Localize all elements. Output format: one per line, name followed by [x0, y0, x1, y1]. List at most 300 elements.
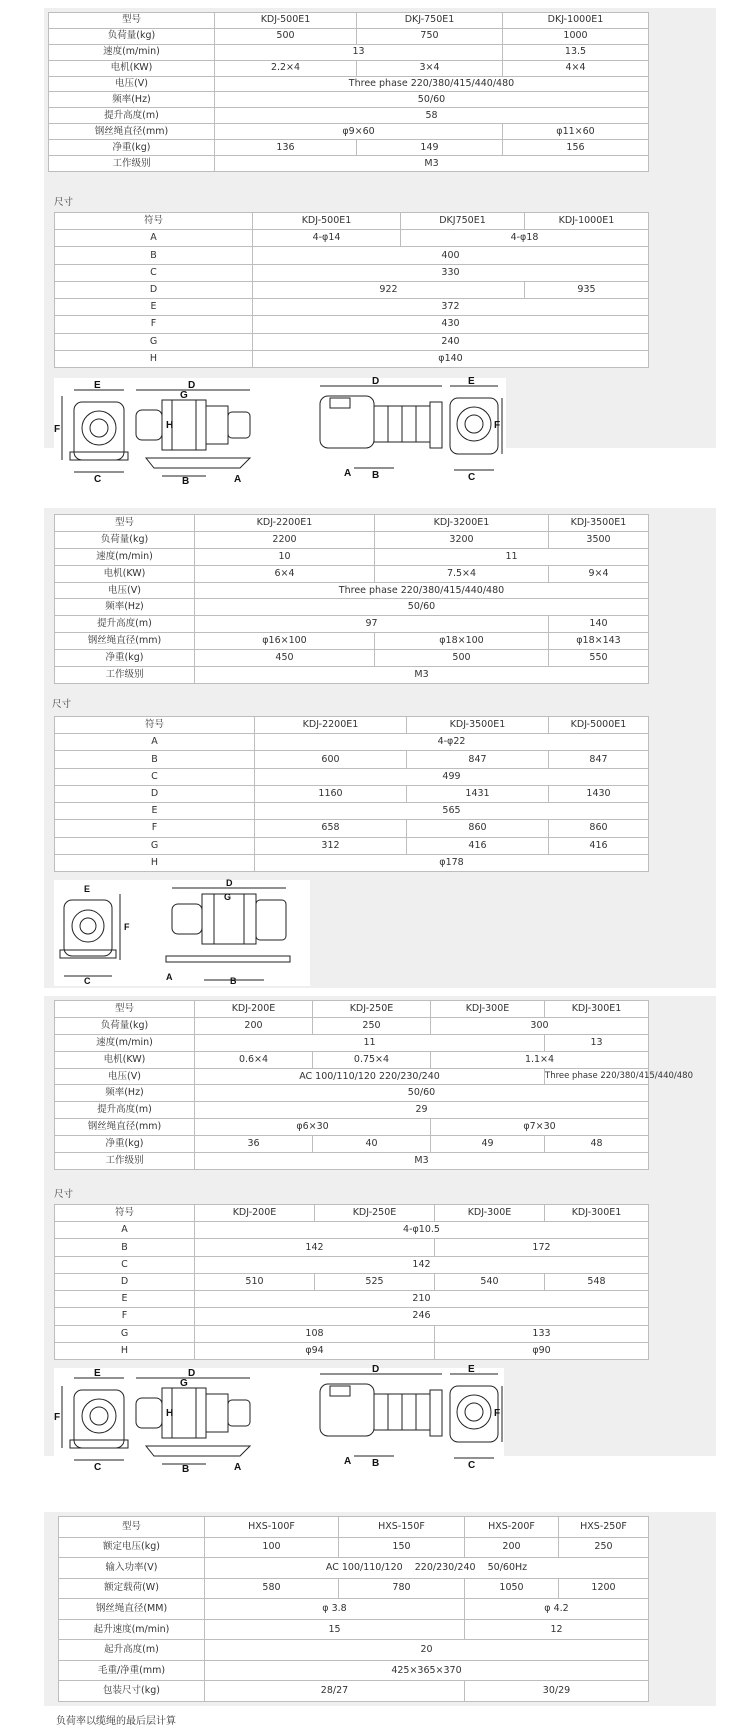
model-header: KDJ-500E1	[253, 213, 401, 230]
model-header: KDJ-5000E1	[549, 717, 649, 734]
spec-table-1	[48, 12, 649, 172]
cell: φ16×100	[195, 633, 375, 650]
model-header: KDJ-250E	[313, 1001, 431, 1018]
cell: 2200	[195, 531, 375, 548]
table-row	[55, 247, 649, 264]
dim-label-b: B	[230, 976, 237, 986]
table-row	[55, 820, 649, 837]
cell: 450	[195, 650, 375, 667]
cell: 780	[339, 1578, 465, 1599]
cell: 10	[195, 548, 375, 565]
table-row	[55, 548, 649, 565]
row-label: 净重(kg)	[55, 650, 195, 667]
model-header: KDJ-300E	[431, 1001, 545, 1018]
cell: 4-φ10.5	[195, 1222, 649, 1239]
header-label: 符号	[55, 1205, 195, 1222]
table-row	[55, 299, 649, 316]
cell: 40	[313, 1136, 431, 1153]
table-row	[59, 1619, 649, 1640]
table-row	[55, 1256, 649, 1273]
dim-label-d: D	[372, 376, 380, 387]
table-row	[55, 531, 649, 548]
cell: Three phase 220/380/415/440/480	[195, 582, 649, 599]
cell: φ6×30	[195, 1119, 431, 1136]
table-row	[55, 1153, 649, 1170]
cell: 250	[313, 1017, 431, 1034]
table-row	[55, 616, 649, 633]
cell: AC 100/110/120 220/230/240 50/60Hz	[205, 1558, 649, 1579]
table-row	[49, 108, 649, 124]
table-row	[59, 1660, 649, 1681]
table-row	[55, 1119, 649, 1136]
dim-label-f: F	[494, 420, 501, 431]
winch-drawing-3	[54, 1364, 504, 1475]
cell: 300	[431, 1017, 649, 1034]
table-row	[55, 1342, 649, 1359]
dim-label-g: G	[180, 1378, 188, 1389]
cell: 2.2×4	[215, 60, 357, 76]
cell: 312	[255, 837, 407, 854]
table-row	[55, 281, 649, 298]
row-label: 钢丝绳直径(mm)	[55, 633, 195, 650]
row-label: 电机(KW)	[55, 1051, 195, 1068]
cell: 935	[525, 281, 649, 298]
table-row	[55, 333, 649, 350]
cell: 50/60	[195, 1085, 649, 1102]
table-row	[55, 751, 649, 768]
cell: 3200	[375, 531, 549, 548]
row-label: 毛重/净重(mm)	[59, 1660, 205, 1681]
row-label: A	[55, 734, 255, 751]
cell: φ18×143	[549, 633, 649, 650]
row-label: 电机(KW)	[55, 565, 195, 582]
cell: φ18×100	[375, 633, 549, 650]
cell: 15	[205, 1619, 465, 1640]
cell: AC 100/110/120 220/230/240	[195, 1068, 545, 1085]
row-label: D	[55, 281, 253, 298]
model-header: DKJ750E1	[401, 213, 525, 230]
cell: 200	[465, 1537, 559, 1558]
cell: 500	[215, 28, 357, 44]
table-row	[55, 1001, 649, 1018]
table-row	[55, 1325, 649, 1342]
model-header: HXS-250F	[559, 1517, 649, 1538]
cell: 4×4	[503, 60, 649, 76]
dim-label-h: H	[166, 1408, 174, 1419]
cell: 550	[549, 650, 649, 667]
row-label: 电机(KW)	[49, 60, 215, 76]
dim-label-b: B	[182, 1464, 190, 1475]
dim-label-f: F	[124, 922, 130, 932]
cell: 50/60	[195, 599, 649, 616]
cell: 540	[435, 1273, 545, 1290]
cell: φ 4.2	[465, 1599, 649, 1620]
table-row	[59, 1558, 649, 1579]
dim-label-b: B	[372, 470, 380, 481]
dim-label-a: A	[234, 1462, 242, 1473]
row-label: 钢丝绳直径(mm)	[49, 124, 215, 140]
table-row	[55, 803, 649, 820]
cell: 58	[215, 108, 649, 124]
cell: Three phase 220/380/415/440/480	[545, 1068, 649, 1085]
model-header: KDJ-200E	[195, 1001, 313, 1018]
table-row	[55, 1085, 649, 1102]
table-row	[55, 667, 649, 684]
row-label: 负荷量(kg)	[55, 531, 195, 548]
row-label: H	[55, 854, 255, 871]
cell: 525	[315, 1273, 435, 1290]
row-label: H	[55, 350, 253, 367]
cell: 565	[255, 803, 649, 820]
row-label: 速度(m/min)	[49, 44, 215, 60]
cell: 400	[253, 247, 649, 264]
cell: 658	[255, 820, 407, 837]
table-row	[59, 1640, 649, 1661]
cell: 13.5	[503, 44, 649, 60]
table-row	[59, 1537, 649, 1558]
model-header: KDJ-3500E1	[549, 515, 649, 532]
table-row	[55, 213, 649, 230]
cell: M3	[195, 1153, 649, 1170]
row-label: F	[55, 316, 253, 333]
cell: 250	[559, 1537, 649, 1558]
dim-label-e: E	[94, 1368, 101, 1379]
row-label: B	[55, 247, 253, 264]
table-row	[55, 734, 649, 751]
row-label: 频率(Hz)	[49, 92, 215, 108]
model-header: HXS-100F	[205, 1517, 339, 1538]
cell: 1430	[549, 785, 649, 802]
model-header: HXS-150F	[339, 1517, 465, 1538]
cell: 156	[503, 140, 649, 156]
cell: 499	[255, 768, 649, 785]
row-label: E	[55, 299, 253, 316]
row-label: E	[55, 803, 255, 820]
dim-label-c: C	[468, 1460, 476, 1471]
row-label: D	[55, 1273, 195, 1290]
cell: 372	[253, 299, 649, 316]
row-label: 速度(m/min)	[55, 548, 195, 565]
cell: 6×4	[195, 565, 375, 582]
dim-label-a: A	[344, 468, 352, 479]
cell: 150	[339, 1537, 465, 1558]
dim-label-a: A	[166, 972, 173, 982]
cell: 4-φ18	[401, 230, 649, 247]
cell: 30/29	[465, 1681, 649, 1702]
table-row	[49, 140, 649, 156]
cell: 1431	[407, 785, 549, 802]
cell: 1200	[559, 1578, 649, 1599]
dim-label-c: C	[94, 1462, 102, 1473]
cell: 1.1×4	[431, 1051, 649, 1068]
cell: 9×4	[549, 565, 649, 582]
row-label: 钢丝绳直径(MM)	[59, 1599, 205, 1620]
dim-label-d: D	[188, 1368, 196, 1379]
row-label: G	[55, 837, 255, 854]
cell: 12	[465, 1619, 649, 1640]
table-row	[55, 768, 649, 785]
table-row	[55, 650, 649, 667]
cell: 1000	[503, 28, 649, 44]
table-row	[49, 92, 649, 108]
table-row	[49, 44, 649, 60]
dim-label-d: D	[188, 380, 196, 391]
cell: 430	[253, 316, 649, 333]
row-label: G	[55, 1325, 195, 1342]
cell: 13	[215, 44, 503, 60]
row-label: 工作级别	[55, 1153, 195, 1170]
header-label: 符号	[55, 213, 253, 230]
model-header: DKJ-750E1	[357, 13, 503, 29]
model-header: KDJ-500E1	[215, 13, 357, 29]
cell: φ7×30	[431, 1119, 649, 1136]
cell: 108	[195, 1325, 435, 1342]
model-header: KDJ-3200E1	[375, 515, 549, 532]
dim-label-e: E	[468, 376, 475, 387]
cell: 13	[545, 1034, 649, 1051]
table-row	[59, 1599, 649, 1620]
dim-label-a: A	[344, 1456, 352, 1467]
table-row	[55, 717, 649, 734]
cell: φ178	[255, 854, 649, 871]
cell: 11	[375, 548, 649, 565]
row-label: 包装尺寸(kg)	[59, 1681, 205, 1702]
table-row	[49, 156, 649, 172]
model-header: KDJ-300E1	[545, 1001, 649, 1018]
cell: 0.75×4	[313, 1051, 431, 1068]
spec-table-3	[54, 1000, 693, 1170]
dim-label-e: E	[94, 380, 101, 391]
cell: 3×4	[357, 60, 503, 76]
table-row	[55, 1291, 649, 1308]
dim-label-f: F	[54, 1412, 61, 1423]
table-row	[55, 1102, 649, 1119]
cell: 142	[195, 1256, 649, 1273]
table-row	[55, 350, 649, 367]
cell: 172	[435, 1239, 649, 1256]
table-row	[49, 76, 649, 92]
row-label: 电压(V)	[55, 1068, 195, 1085]
cell: 28/27	[205, 1681, 465, 1702]
cell: 580	[205, 1578, 339, 1599]
row-label: 电压(V)	[49, 76, 215, 92]
dimensions-caption: 尺寸	[54, 1189, 74, 1200]
model-header: HXS-200F	[465, 1517, 559, 1538]
cell: φ90	[435, 1342, 649, 1359]
cell: 133	[435, 1325, 649, 1342]
dim-label-c: C	[468, 472, 476, 483]
cell: 142	[195, 1239, 435, 1256]
row-label: C	[55, 264, 253, 281]
spec-table-4	[58, 1516, 649, 1702]
table-row	[55, 785, 649, 802]
model-header: KDJ-2200E1	[195, 515, 375, 532]
row-label: D	[55, 785, 255, 802]
row-label: 输入功率(V)	[59, 1558, 205, 1579]
table-row	[55, 1222, 649, 1239]
winch-drawing-2	[54, 880, 310, 986]
cell: 11	[195, 1034, 545, 1051]
dim-label-c: C	[94, 474, 102, 485]
dims-table-3	[54, 1204, 649, 1360]
row-label: 净重(kg)	[49, 140, 215, 156]
table-row	[55, 837, 649, 854]
header-label: 型号	[55, 515, 195, 532]
table-row	[55, 1034, 649, 1051]
model-header: KDJ-1000E1	[525, 213, 649, 230]
cell: 4-φ14	[253, 230, 401, 247]
cell: 425×365×370	[205, 1660, 649, 1681]
cell: 100	[205, 1537, 339, 1558]
cell: 48	[545, 1136, 649, 1153]
cell: 50/60	[215, 92, 649, 108]
table-row	[55, 264, 649, 281]
cell: φ9×60	[215, 124, 503, 140]
row-label: 工作级别	[49, 156, 215, 172]
cell: 330	[253, 264, 649, 281]
table-row	[49, 60, 649, 76]
dim-label-f: F	[54, 424, 61, 435]
table-row	[49, 124, 649, 140]
row-label: 工作级别	[55, 667, 195, 684]
footnote: 负荷率以缆绳的最后层计算	[56, 1716, 176, 1727]
table-row	[55, 1017, 649, 1034]
cell: 246	[195, 1308, 649, 1325]
model-header: KDJ-300E	[435, 1205, 545, 1222]
dim-label-e: E	[468, 1364, 475, 1375]
cell: 600	[255, 751, 407, 768]
cell: 29	[195, 1102, 649, 1119]
table-row	[55, 1239, 649, 1256]
dimensions-caption: 尺寸	[54, 197, 74, 208]
row-label: 负荷量(kg)	[49, 28, 215, 44]
table-row	[55, 599, 649, 616]
row-label: 额定电压(kg)	[59, 1537, 205, 1558]
cell: 922	[253, 281, 525, 298]
row-label: F	[55, 820, 255, 837]
dim-label-h: H	[166, 420, 174, 431]
cell: M3	[215, 156, 649, 172]
spec-table-2	[54, 514, 649, 684]
row-label: C	[55, 1256, 195, 1273]
model-header: KDJ-3500E1	[407, 717, 549, 734]
row-label: 净重(kg)	[55, 1136, 195, 1153]
model-header: KDJ-200E	[195, 1205, 315, 1222]
header-label: 符号	[55, 717, 255, 734]
table-row	[59, 1578, 649, 1599]
row-label: 额定载荷(W)	[59, 1578, 205, 1599]
cell: 1160	[255, 785, 407, 802]
cell: 847	[407, 751, 549, 768]
row-label: 电压(V)	[55, 582, 195, 599]
table-row	[55, 1205, 649, 1222]
cell: 510	[195, 1273, 315, 1290]
table-row	[55, 633, 649, 650]
cell: 240	[253, 333, 649, 350]
cell: 860	[407, 820, 549, 837]
table-row	[49, 28, 649, 44]
cell: 136	[215, 140, 357, 156]
cell: φ94	[195, 1342, 435, 1359]
row-label: 起升高度(m)	[59, 1640, 205, 1661]
row-label: 速度(m/min)	[55, 1034, 195, 1051]
cell: 416	[407, 837, 549, 854]
cell: 97	[195, 616, 549, 633]
row-label: 提升高度(m)	[55, 1102, 195, 1119]
table-row	[55, 1136, 649, 1153]
dim-label-g: G	[180, 390, 188, 401]
winch-drawing-1	[54, 376, 506, 487]
table-row	[55, 1068, 649, 1085]
cell: 0.6×4	[195, 1051, 313, 1068]
cell: 500	[375, 650, 549, 667]
dims-table-2	[54, 716, 649, 872]
table-row	[55, 1051, 649, 1068]
cell: 7.5×4	[375, 565, 549, 582]
header-label: 型号	[59, 1517, 205, 1538]
table-row	[55, 316, 649, 333]
cell: 416	[549, 837, 649, 854]
cell: 860	[549, 820, 649, 837]
cell: 1050	[465, 1578, 559, 1599]
table-row	[55, 1308, 649, 1325]
dim-label-e: E	[84, 884, 91, 894]
dim-label-f: F	[494, 1408, 501, 1419]
dim-label-b: B	[182, 476, 190, 487]
cell: 140	[549, 616, 649, 633]
row-label: F	[55, 1308, 195, 1325]
table-row	[55, 230, 649, 247]
model-header: KDJ-300E1	[545, 1205, 649, 1222]
model-header: KDJ-2200E1	[255, 717, 407, 734]
table-row	[55, 854, 649, 871]
row-label: B	[55, 1239, 195, 1256]
row-label: 起升速度(m/min)	[59, 1619, 205, 1640]
row-label: 钢丝绳直径(mm)	[55, 1119, 195, 1136]
cell: M3	[195, 667, 649, 684]
cell: 4-φ22	[255, 734, 649, 751]
cell: 3500	[549, 531, 649, 548]
row-label: 负荷量(kg)	[55, 1017, 195, 1034]
cell: 36	[195, 1136, 313, 1153]
row-label: B	[55, 751, 255, 768]
cell: 200	[195, 1017, 313, 1034]
dim-label-a: A	[234, 474, 242, 485]
row-label: 提升高度(m)	[55, 616, 195, 633]
row-label: 频率(Hz)	[55, 1085, 195, 1102]
row-label: A	[55, 1222, 195, 1239]
dim-label-g: G	[224, 892, 232, 902]
model-header: DKJ-1000E1	[503, 13, 649, 29]
cell: 49	[431, 1136, 545, 1153]
row-label: E	[55, 1291, 195, 1308]
row-label: 提升高度(m)	[49, 108, 215, 124]
row-label: H	[55, 1342, 195, 1359]
dim-label-d: D	[226, 878, 233, 888]
dim-label-c: C	[84, 976, 91, 986]
model-header: KDJ-250E	[315, 1205, 435, 1222]
table-row	[49, 13, 649, 29]
row-label: 频率(Hz)	[55, 599, 195, 616]
table-row	[55, 565, 649, 582]
cell: 548	[545, 1273, 649, 1290]
cell: 20	[205, 1640, 649, 1661]
cell: φ11×60	[503, 124, 649, 140]
row-label: G	[55, 333, 253, 350]
dimensions-caption: 尺寸	[52, 699, 72, 710]
cell: φ 3.8	[205, 1599, 465, 1620]
cell: 847	[549, 751, 649, 768]
